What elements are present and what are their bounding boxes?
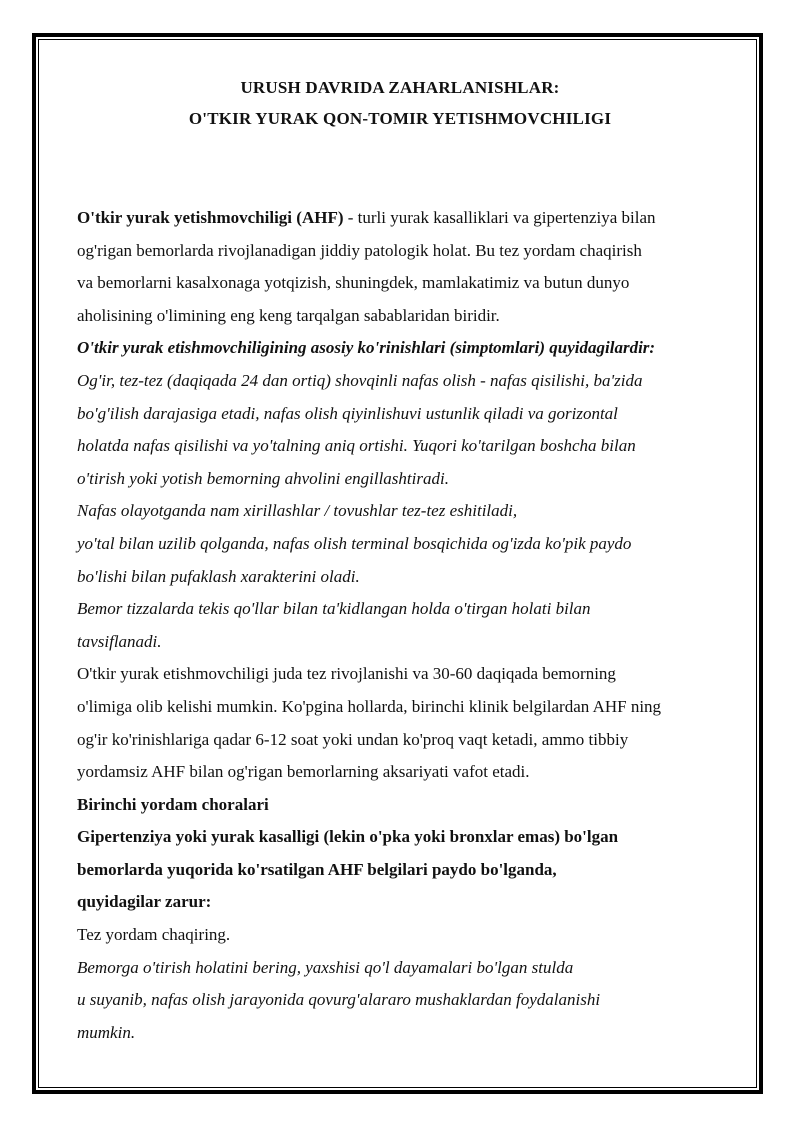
step2-line-2: u suyanib, nafas olish jarayonida qovurg'alararo mushaklardan foydalanishi [77, 990, 601, 1010]
symptom2-line-1: Nafas olayotganda nam xirillashlar / tovushlar tez-tez eshitiladi, [77, 501, 518, 521]
progression-line-1: O'tkir yurak etishmovchiligi juda tez rivojlanishi va 30-60 daqiqada bemorning [77, 664, 616, 684]
progression-line-2: o'limiga olib kelishi mumkin. Ko'pgina hollarda, birinchi klinik belgilardan AHF ning [77, 696, 662, 716]
first-aid-intro-line-3: quyidagilar zarur: [77, 892, 212, 912]
intro-line-3: va bemorlarni kasalxonaga yotqizish, shuningdek, mamlakatimiz va butun dunyo [77, 273, 630, 293]
intro-line-1-rest: - turli yurak kasalliklari va gipertenziya bilan [343, 208, 656, 227]
intro-line-4: aholisining o'limining eng keng tarqalgan sabablaridan biridir. [77, 305, 500, 325]
first-aid-intro-line-1: Gipertenziya yoki yurak kasalligi (lekin o'pka yoki bronxlar emas) bo'lgan [77, 827, 619, 847]
symptom2-line-2: yo'tal bilan uzilib qolganda, nafas olish terminal bosqichida og'izda ko'pik paydo [77, 533, 632, 553]
symptom2-line-3: bo'lishi bilan pufaklash xarakterini oladi. [77, 566, 360, 586]
step1-text: Tez yordam chaqiring. [77, 925, 231, 945]
symptom1-line-3: holatda nafas qisilishi va yo'talning aniq ortishi. Yuqori ko'tarilgan boshcha bilan [77, 436, 636, 456]
symptom1-line-2: bo'g'ilish darajasiga etadi, nafas olish qiyinlishuvi ustunlik qiladi va gorizontal [77, 403, 618, 423]
intro-line-1 [77, 202, 737, 235]
symptoms-heading: O'tkir yurak etishmovchiligining asosiy ko'rinishlari (simptomlari) quyidagilardir: [77, 338, 656, 358]
document-title-line2: O'TKIR YURAK QON-TOMIR YETISHMOVCHILIGI [188, 109, 612, 128]
progression-line-3: og'ir ko'rinishlariga qadar 6-12 soat yoki undan ko'proq vaqt ketadi, ammo tibbiy [77, 729, 629, 749]
document-title-line1: URUSH DAVRIDA ZAHARLANISHLAR: [240, 78, 560, 97]
first-aid-heading: Birinchi yordam choralari [77, 794, 269, 814]
step2-line-1: Bemorga o'tirish holatini bering, yaxshisi qo'l dayamalari bo'lgan stulda [77, 957, 574, 977]
symptom1-line-1: Og'ir, tez-tez (daqiqada 24 dan ortiq) shovqinli nafas olish - nafas qisilishi, ba'zida [77, 370, 643, 390]
step2-line-3: mumkin. [77, 1022, 136, 1042]
symptom1-line-4: o'tirish yoki yotish bemorning ahvolini engillashtiradi. [77, 468, 449, 488]
intro-line-2: og'rigan bemorlarda rivojlanadigan jiddiy patologik holat. Bu tez yordam chaqirish [77, 240, 642, 260]
symptom3-line-1: Bemor tizzalarda tekis qo'llar bilan ta'kidlangan holda o'tirgan holati bilan [77, 599, 591, 619]
intro-term: O'tkir yurak yetishmovchiligi (AHF) [77, 208, 344, 227]
first-aid-intro-line-2: bemorlarda yuqorida ko'rsatilgan AHF belgilari paydo bo'lganda, [77, 859, 557, 879]
symptom3-line-2: tavsiflanadi. [77, 631, 162, 651]
document-body [77, 202, 737, 1049]
progression-line-4: yordamsiz AHF bilan og'rigan bemorlarning aksariyati vafot etadi. [77, 762, 530, 782]
